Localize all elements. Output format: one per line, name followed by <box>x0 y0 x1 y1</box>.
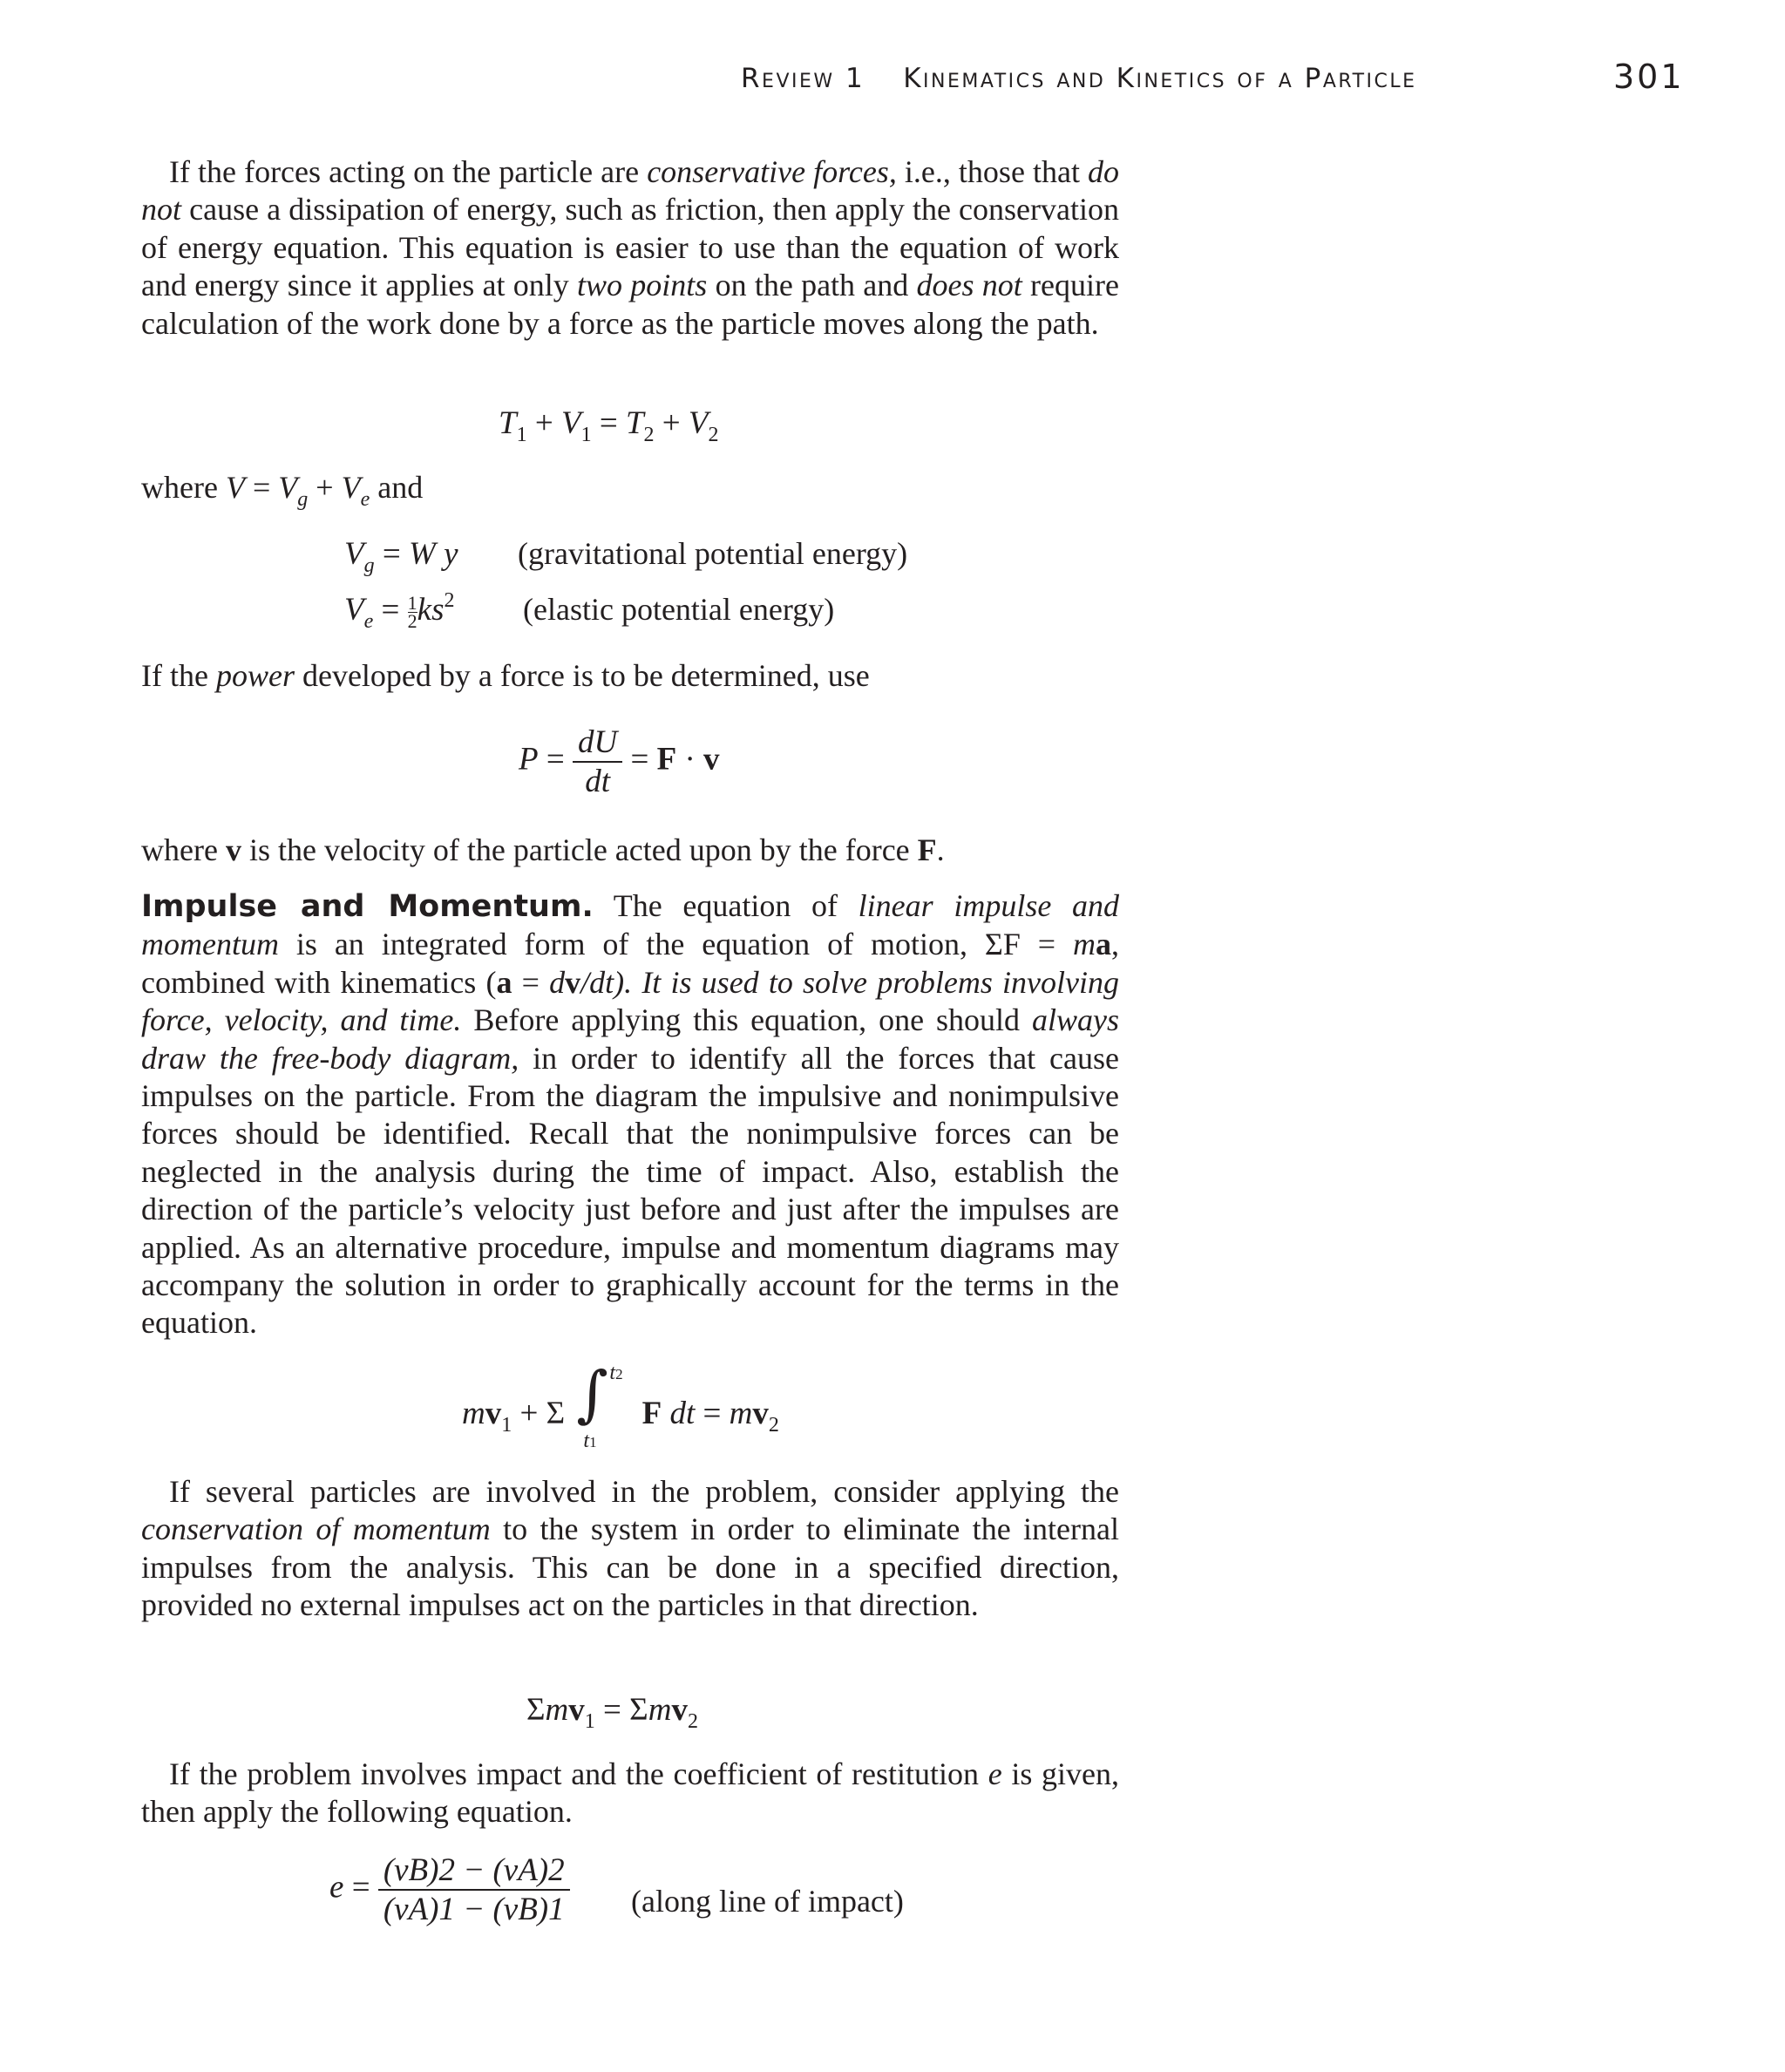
text: Before applying this equation, one should <box>461 1002 1032 1038</box>
numerator: (vB)2 − (vA)2 <box>383 1852 565 1888</box>
subscript: g <box>297 488 309 511</box>
subscript: 1 <box>501 1414 512 1437</box>
fraction-du-dt <box>573 724 622 800</box>
integral <box>573 1358 634 1454</box>
text: i.e., those that <box>896 154 1089 189</box>
operator: = <box>244 470 279 505</box>
paragraph-conservation-momentum <box>141 1473 1119 1625</box>
symbol: t <box>583 1430 590 1452</box>
symbol: e <box>988 1756 1002 1791</box>
text: cause a dissipation of energy, such as friction, then apply the conservation of energy equation. This equation is easier to use than the equation of work and energy since it applies at only <box>141 192 1119 303</box>
equation-elastic-potential <box>344 589 455 633</box>
operator: = <box>373 592 408 628</box>
emphasis: conservation of momentum <box>141 1512 491 1547</box>
operator: = <box>594 1692 630 1728</box>
symbol: V <box>344 536 364 572</box>
lower-limit <box>583 1430 596 1453</box>
text: . <box>936 832 945 867</box>
running-head-chapter: Kinematics and Kinetics of a Particle <box>903 63 1417 94</box>
equation-gravitational-potential <box>344 535 458 577</box>
symbol: T <box>625 405 644 441</box>
symbol: m <box>545 1692 569 1728</box>
note-line-of-impact: (along line of impact) <box>631 1884 904 1919</box>
symbol: v <box>568 1692 585 1728</box>
subscript: 1 <box>584 1710 595 1733</box>
symbol: a <box>496 964 512 1000</box>
operator: = <box>374 536 409 572</box>
numerator: 1 <box>407 592 417 615</box>
subscript: 2 <box>615 1366 623 1382</box>
symbol: F <box>656 741 677 778</box>
operator: + <box>526 405 561 441</box>
text: , combined with kinematics ( <box>141 927 1119 1000</box>
running-head <box>741 63 1417 94</box>
symbol: v <box>671 1692 688 1728</box>
text: If the forces acting on the particle are <box>169 154 648 189</box>
subscript: 2 <box>687 1710 698 1733</box>
subscript: 1 <box>516 424 527 446</box>
emphasis: power <box>215 658 295 693</box>
emphasis: /dt). It is used to solve problems involving force, velocity, and time. <box>141 964 1120 1038</box>
text: = <box>512 964 550 1000</box>
symbol: W <box>408 536 436 572</box>
equation-power <box>519 724 720 800</box>
equation-impulse-momentum <box>462 1358 779 1454</box>
operator: = <box>591 405 626 441</box>
operator: · <box>676 741 704 778</box>
where-potential-energy <box>141 469 424 511</box>
subscript: 1 <box>580 424 592 446</box>
operator: + <box>654 405 689 441</box>
superscript: 2 <box>444 589 455 612</box>
denominator: (vA)1 − (vB)1 <box>378 1889 570 1928</box>
note-gravitational: (gravitational potential energy) <box>518 536 908 571</box>
denominator: dt <box>573 761 622 800</box>
equation-conservation-of-energy <box>499 404 719 446</box>
paragraph-conservative-forces <box>141 153 1119 343</box>
subscript: 1 <box>589 1434 597 1450</box>
symbol: v <box>565 964 581 1000</box>
emphasis: does not <box>916 268 1022 303</box>
operator: + Σ <box>512 1396 566 1431</box>
symbol: v <box>703 741 720 778</box>
running-head-review: Review 1 <box>741 63 865 94</box>
paragraph-restitution <box>141 1756 1119 1831</box>
symbol: dt <box>662 1396 696 1431</box>
symbol: a <box>1096 927 1111 962</box>
subscript: e <box>363 610 374 633</box>
operator: = <box>622 741 657 778</box>
emphasis: do not <box>141 154 1120 228</box>
symbol: v <box>225 832 241 867</box>
text: If the <box>141 658 216 693</box>
symbol: F <box>917 832 937 867</box>
symbol: V <box>225 470 245 505</box>
subscript: 2 <box>643 424 655 446</box>
numerator: dU <box>577 724 618 760</box>
emphasis: conservative forces, <box>647 154 897 189</box>
operator: + <box>308 470 342 505</box>
subscript: g <box>363 554 375 577</box>
symbol: T <box>499 405 517 441</box>
fraction-one-half <box>407 592 417 633</box>
operator: = <box>695 1396 730 1431</box>
emphasis: always draw the free-body diagram, <box>141 1002 1119 1076</box>
symbol: V <box>341 470 361 505</box>
text: to the system in order to eliminate the internal impulses from the analysis. This can be done in a specified direction, provided no external impulses act on the particles in that direction. <box>141 1512 1120 1623</box>
symbol: d <box>549 964 566 1000</box>
integral-sign: ∫ <box>576 1358 608 1430</box>
operator: Σ <box>526 1692 546 1728</box>
page-header <box>0 58 1785 101</box>
symbol: V <box>688 405 709 441</box>
symbol: v <box>485 1396 502 1431</box>
text: If the problem involves impact and the coefficient of restitution <box>169 1756 988 1791</box>
text: where <box>141 832 226 867</box>
symbol: m <box>729 1396 753 1431</box>
operator: = <box>343 1869 378 1906</box>
paragraph-impulse-momentum <box>141 887 1119 1342</box>
text: in order to identify all the forces that cause impulses on the particle. From the diagram the impulsive and nonimpulsive forces should be identified. Recall that the nonimpulsive forces can be neglected in the analysis during the time of impact. Also, establish the direction of the particle’s velocity just before and just after the impulses are applied. As an alternative procedure, impulse and momentum diagrams may accompany the solution in order to graphically account for the terms in the equation. <box>141 1040 1119 1341</box>
text: If several particles are involved in the problem, consider applying the <box>169 1474 1119 1509</box>
operator: = <box>538 741 573 778</box>
page-number: 301 <box>1613 58 1685 96</box>
symbol: v <box>752 1396 769 1431</box>
paragraph-power <box>141 657 1119 695</box>
text: is an integrated form of the equation of motion, ΣF = <box>278 927 1073 962</box>
text: The equation of <box>593 888 859 923</box>
section-heading: Impulse and Momentum. <box>141 889 594 924</box>
emphasis: two points <box>577 268 708 303</box>
symbol: V <box>344 592 364 628</box>
text: require calculation of the work done by a force as the particle moves along the path. <box>141 268 1119 341</box>
symbol: y <box>444 536 458 572</box>
paragraph-where-velocity <box>141 832 1119 869</box>
text: where <box>141 470 226 505</box>
note-elastic: (elastic potential energy) <box>523 592 835 627</box>
equation-conservation-of-momentum <box>526 1691 698 1733</box>
symbol: t <box>609 1362 616 1384</box>
denominator: 2 <box>407 610 417 633</box>
text: is given, then apply the following equation. <box>141 1756 1120 1830</box>
emphasis: linear impulse and momentum <box>141 888 1119 962</box>
symbol: m <box>462 1396 485 1431</box>
fraction-restitution <box>378 1851 570 1928</box>
upper-limit <box>609 1362 622 1385</box>
symbol: m <box>1073 927 1096 962</box>
symbol: P <box>519 741 539 778</box>
subscript: 2 <box>768 1414 779 1437</box>
text: on the path and <box>707 268 917 303</box>
symbol: e <box>329 1869 344 1906</box>
equation-coefficient-of-restitution <box>329 1851 570 1928</box>
symbol: ks <box>417 592 445 628</box>
operator: Σ <box>629 1692 648 1728</box>
text: developed by a force is to be determined, use <box>294 658 870 693</box>
symbol: F <box>641 1396 662 1431</box>
symbol: V <box>560 405 581 441</box>
symbol: m <box>648 1692 672 1728</box>
subscript: 2 <box>708 424 719 446</box>
text: is the velocity of the particle acted upon by the force <box>241 832 918 867</box>
text: and <box>370 470 424 505</box>
subscript: e <box>360 488 370 511</box>
symbol: V <box>278 470 298 505</box>
